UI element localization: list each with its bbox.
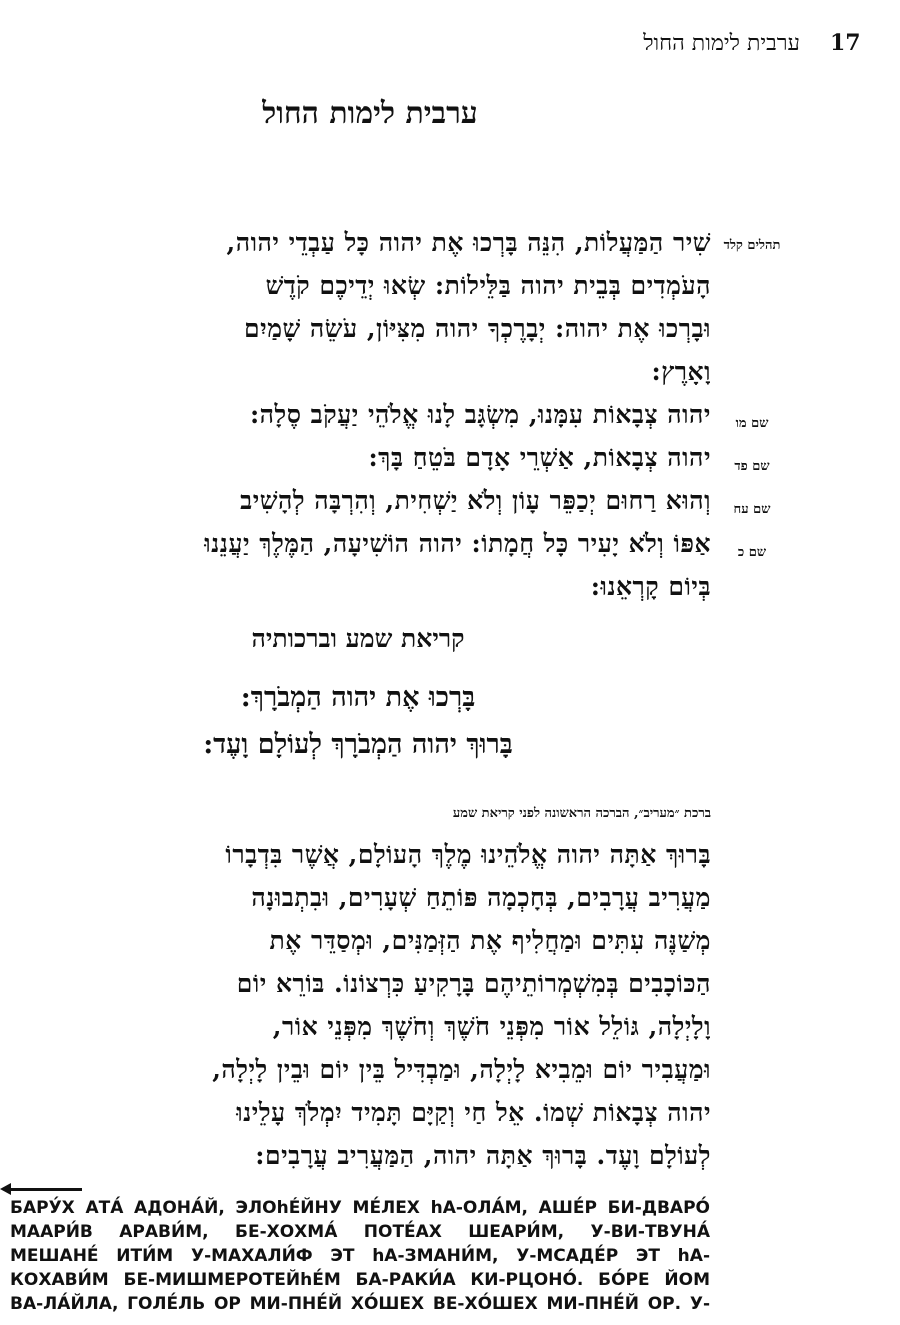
text-line: אַפּוֹ וְלֹא יָעִיר כָּל חֲמָתוֹ: יהוה הוֹשִׁיעָה, הַמֶּלֶךְ יַעֲנֵנוּ xyxy=(204,529,711,558)
text-line: יהוה צְבָאוֹת, אַשְׁרֵי אָדָם בֹּטֵחַ בָּךְ: xyxy=(368,443,711,472)
section-heading: קריאת שמע וברכותיה xyxy=(251,624,465,653)
text-line: וּבָרְכוּ אֶת יהוה: יְבָרֶכְךָ יהוה מִצִּיּוֹן, עֹשֵׂה שָׁמַיִם xyxy=(244,314,711,343)
translit-line: ВА-ЛА́ЙЛА, ГОЛЕ́ЛЬ ОР МИ-ПНЕ́Й ХО́ШЕХ ВЕ-ХО́ШЕХ МИ-ПНЕ́Й ОР. У- xyxy=(10,1294,710,1314)
translit-line: БАРУ́Х АТА́ АДОНА́Й, ЭЛОhÉЙНУ МЕ́ЛЕХ hА-ОЛА́М, АШЕ́Р БИ-ДВАРО́ xyxy=(10,1198,710,1218)
response-line: בָּרוּךְ יהוה הַמְבֹרָךְ לְעוֹלָם וָעֶד: xyxy=(203,729,513,760)
psalm-reference: שם פד xyxy=(734,459,770,474)
psalm-text xyxy=(5,221,711,608)
text-line: הָעֹמְדִים בְּבֵית יהוה בַּלֵּילוֹת: שְׂאוּ יְדֵיכֶם קֹדֶשׁ xyxy=(265,271,711,300)
page-number: 17 xyxy=(830,30,861,56)
translit-line: МЕШАНЕ́ ИТИ́М У-МАХАЛИ́Ф ЭТ hА-ЗМАНИ́М, У-МСАДЕ́Р ЭТ hА- xyxy=(10,1246,710,1266)
translit-line: КОХАВИ́М БЕ-МИШМЕРОТЕЙhЕ́М БА-РАКИ́А КИ-РЦОНО́. БО́РЕ ЙОМ xyxy=(10,1270,710,1290)
left-arrow-icon xyxy=(10,1188,82,1191)
blessing-subheading: ברכת ״מעריב״, הברכה הראשונה לפני קריאת שמע xyxy=(452,806,711,821)
text-line: לְעוֹלָם וָעֶד. בָּרוּךְ אַתָּה יהוה, הַמַּעֲרִיב עֲרָבִים: xyxy=(255,1141,711,1170)
text-line: בָּרוּךְ אַתָּה יהוה אֱלֹהֵינוּ מֶלֶךְ הָעוֹלָם, אֲשֶׁר בִּדְבָרוֹ xyxy=(225,840,711,869)
text-line: וְהוּא רַחוּם יְכַפֵּר עָוֹן וְלֹא יַשְׁחִית, וְהִרְבָּה לְהָשִׁיב xyxy=(240,486,711,515)
blessing-text xyxy=(5,833,711,1177)
transliteration xyxy=(10,1196,710,1316)
psalm-reference: תהלים קלד xyxy=(723,238,781,253)
text-line: וָאָרֶץ: xyxy=(651,357,711,386)
text-line: וּמַעֲבִיר יוֹם וּמֵבִיא לָיְלָה, וּמַבְדִּיל בֵּין יוֹם וּבֵין לָיְלָה, xyxy=(212,1055,711,1084)
translit-line: МААРИ́В АРАВИ́М, БЕ-ХОХМА́ ПОТЕ́АХ ШЕАРИ́М, У-ВИ-ТВУНА́ xyxy=(10,1222,710,1242)
text-line: מַעֲרִיב עֲרָבִים, בְּחָכְמָה פּוֹתֵחַ שְׁעָרִים, וּבִתְבוּנָה xyxy=(251,883,711,912)
text-line: הַכּוֹכָבִים בְּמִשְׁמְרוֹתֵיהֶם בָּרָקִיעַ כִּרְצוֹנוֹ. בּוֹרֵא יוֹם xyxy=(236,969,711,998)
text-line: שִׁיר הַמַּעֲלוֹת, הִנֵּה בָּרְכוּ אֶת יהוה כָּל עַבְדֵי יהוה, xyxy=(226,228,711,257)
barchu-line: בָּרְכוּ אֶת יהוה הַמְבֹרָךְ: xyxy=(240,682,476,713)
running-title: ערבית לימות החול xyxy=(643,31,800,56)
text-line: וָלָיְלָה, גּוֹלֵל אוֹר מִפְּנֵי חֹשֶׁךְ וְחֹשֶׁךְ מִפְּנֵי אוֹר, xyxy=(272,1012,711,1041)
text-line: יהוה צְבָאוֹת שְׁמוֹ. אֵל חַי וְקַיָּם תָּמִיד יִמְלֹךְ עָלֵינוּ xyxy=(236,1098,711,1127)
text-line: מְשַׁנֶּה עִתִּים וּמַחֲלִיף אֶת הַזְּמַנִּים, וּמְסַדֵּר אֶת xyxy=(269,926,711,955)
psalm-reference: שם עח xyxy=(733,502,771,517)
text-line: יהוה צְבָאוֹת עִמָּנוּ, מִשְׂגָּב לָנוּ אֱלֹהֵי יַעֲקֹב סֶלָה: xyxy=(249,400,711,429)
page-title: ערבית לימות החול xyxy=(262,96,478,131)
psalm-reference: שם כ xyxy=(737,545,767,560)
text-line: בְּיוֹם קָרְאֵנוּ: xyxy=(590,572,711,601)
psalm-reference: שם מו xyxy=(735,416,769,431)
